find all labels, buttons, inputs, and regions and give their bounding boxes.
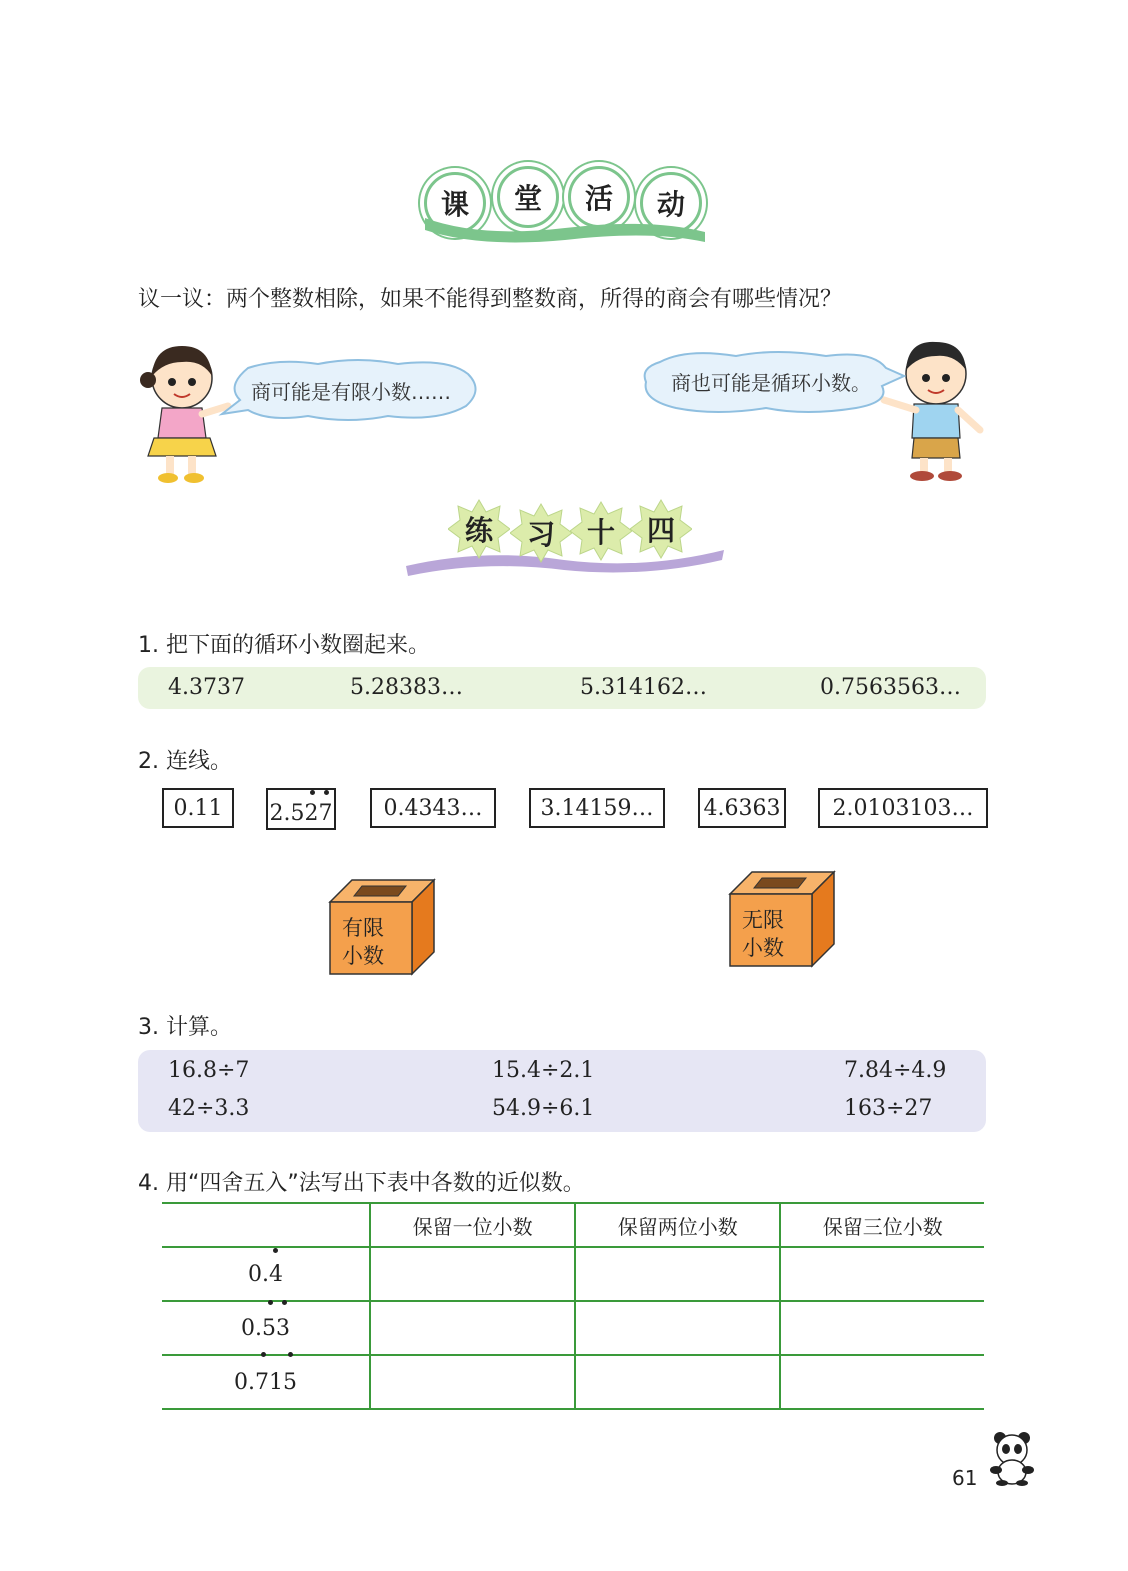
- table-header-two-decimals: 保留两位小数: [575, 1203, 780, 1247]
- activity-banner-char-3: 活: [568, 166, 630, 228]
- ex2-number-box-1[interactable]: 0.11: [162, 788, 234, 828]
- page-number: 61: [952, 1466, 978, 1490]
- repeating-dot: [324, 790, 329, 795]
- answer-cell[interactable]: [575, 1355, 780, 1409]
- ex1-number-3[interactable]: 5.314162…: [580, 675, 707, 700]
- ex3-calc-6: 163÷27: [844, 1096, 933, 1121]
- table-row-label: 0.53: [162, 1301, 370, 1355]
- exercise-4-title: 4. 用“四舍五入”法写出下表中各数的近似数。: [138, 1171, 585, 1196]
- ex2-number-box-3[interactable]: 0.4343…: [370, 788, 496, 828]
- ex1-number-2[interactable]: 5.28383…: [350, 675, 463, 700]
- exercise-1-title: 1. 把下面的循环小数圈起来。: [138, 633, 430, 658]
- ex3-calc-5: 54.9÷6.1: [492, 1096, 595, 1121]
- table-row-label: 0.4: [162, 1247, 370, 1301]
- answer-cell[interactable]: [780, 1247, 984, 1301]
- repeating-dot: [261, 1352, 266, 1357]
- ex3-calc-3: 7.84÷4.9: [844, 1058, 947, 1083]
- activity-banner-char-1: 课: [424, 172, 486, 234]
- exercise-3-title: 3. 计算。: [138, 1015, 232, 1040]
- table-row: [162, 1355, 984, 1409]
- exercise-3-calc-panel: [138, 1050, 986, 1132]
- exercise-banner-char-4: 四: [630, 498, 692, 560]
- ex2-number-box-4[interactable]: 3.14159…: [529, 788, 665, 828]
- ex2-number-box-5[interactable]: 4.6363: [698, 788, 786, 828]
- ex2-number-box-6[interactable]: 2.0103103…: [818, 788, 988, 828]
- exercise-banner-char-2: 习: [510, 502, 572, 564]
- exercise-banner-char-3: 十: [570, 500, 632, 562]
- activity-banner-char-2: 堂: [497, 166, 559, 228]
- activity-banner-char-4: 动: [640, 172, 702, 234]
- exercise-1-number-row: [138, 667, 986, 709]
- discussion-question: 议一议：两个整数相除，如果不能得到整数商，所得的商会有哪些情况？: [138, 287, 843, 312]
- infinite-box-label-2: 小数: [742, 936, 784, 960]
- ex1-number-4[interactable]: 0.7563563…: [820, 675, 961, 700]
- answer-cell[interactable]: [370, 1355, 575, 1409]
- table-header-three-decimals: 保留三位小数: [780, 1203, 984, 1247]
- answer-cell[interactable]: [575, 1301, 780, 1355]
- ex3-calc-4: 42÷3.3: [168, 1096, 250, 1121]
- table-header-empty: [162, 1203, 370, 1247]
- repeating-dot: [282, 1300, 287, 1305]
- table-row: [162, 1247, 984, 1301]
- repeating-dot: [310, 790, 315, 795]
- finite-box-label-1: 有限: [342, 916, 384, 940]
- ex3-calc-1: 16.8÷7: [168, 1058, 250, 1083]
- finite-box-label-2: 小数: [342, 944, 384, 968]
- girl-speech-bubble: 商可能是有限小数……: [218, 356, 484, 424]
- answer-cell[interactable]: [780, 1301, 984, 1355]
- repeating-dot: [268, 1300, 273, 1305]
- boy-speech-bubble: 商也可能是循环小数。: [636, 346, 906, 416]
- answer-cell[interactable]: [370, 1301, 575, 1355]
- infinite-box-label-1: 无限: [742, 908, 784, 932]
- table-row-label: 0.715: [162, 1355, 370, 1409]
- ex3-calc-2: 15.4÷2.1: [492, 1058, 595, 1083]
- table-header-one-decimal: 保留一位小数: [370, 1203, 575, 1247]
- panda-icon: [986, 1430, 1038, 1486]
- ex2-number-box-2[interactable]: 2.527: [266, 788, 336, 830]
- answer-cell[interactable]: [575, 1247, 780, 1301]
- exercise-banner-char-1: 练: [448, 498, 510, 560]
- repeating-dot: [273, 1248, 278, 1253]
- table-row: [162, 1301, 984, 1355]
- repeating-dot: [288, 1352, 293, 1357]
- ex1-number-1[interactable]: 4.3737: [168, 675, 245, 700]
- approximation-table: [162, 1202, 984, 1410]
- answer-cell[interactable]: [370, 1247, 575, 1301]
- exercise-2-title: 2. 连线。: [138, 749, 232, 774]
- answer-cell[interactable]: [780, 1355, 984, 1409]
